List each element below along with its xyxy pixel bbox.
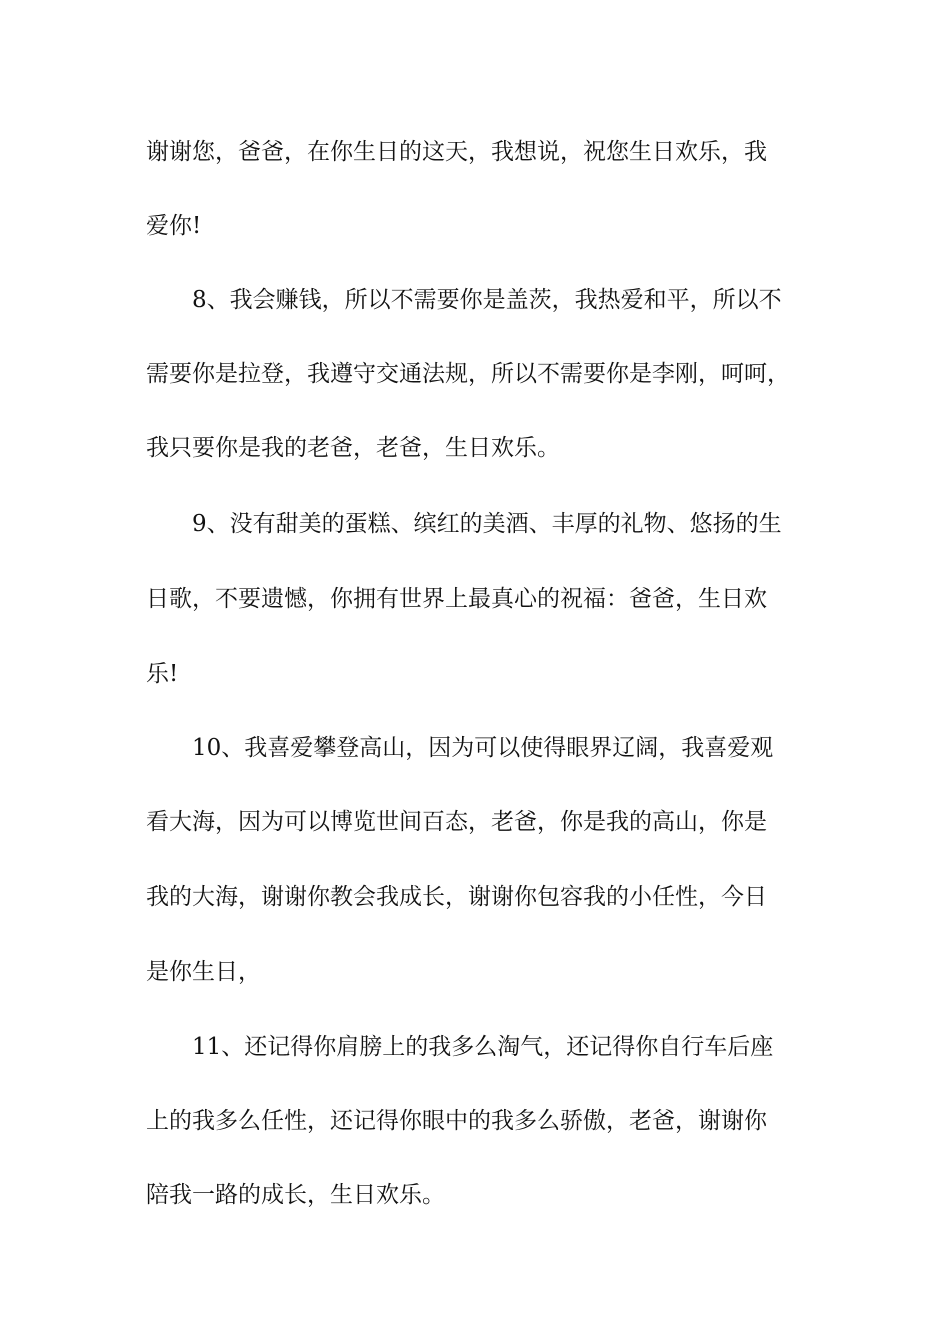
- text-line: 日歌，不要遗憾，你拥有世界上最真心的祝福：爸爸，生日欢: [146, 586, 767, 612]
- text-line: 陪我一路的成长，生日欢乐。: [146, 1182, 445, 1208]
- paragraph-9-start: 9、没有甜美的蛋糕、缤红的美酒、丰厚的礼物、悠扬的生: [192, 511, 782, 537]
- text-line: 谢谢您，爸爸，在你生日的这天，我想说，祝您生日欢乐，我: [146, 139, 767, 165]
- text-line: 我只要你是我的老爸，老爸，生日欢乐。: [146, 435, 560, 461]
- paragraph-8-start: 8、我会赚钱，所以不需要你是盖茨，我热爱和平，所以不: [192, 287, 782, 313]
- text-line: 需要你是拉登，我遵守交通法规，所以不需要你是李刚，呵呵，: [146, 361, 790, 387]
- text-line: 我的大海，谢谢你教会我成长，谢谢你包容我的小任性，今日: [146, 884, 767, 910]
- paragraph-11-start: 11、还记得你肩膀上的我多么淘气，还记得你自行车后座: [192, 1034, 774, 1060]
- text-line: 看大海，因为可以博览世间百态，老爸，你是我的高山，你是: [146, 809, 767, 835]
- text-line: 是你生日，: [146, 959, 261, 985]
- text-line: 爱你!: [146, 213, 202, 239]
- text-line: 乐!: [146, 661, 179, 687]
- paragraph-10-start: 10、我喜爱攀登高山，因为可以使得眼界辽阔，我喜爱观: [192, 735, 774, 761]
- text-line: 上的我多么任性，还记得你眼中的我多么骄傲，老爸，谢谢你: [146, 1108, 767, 1134]
